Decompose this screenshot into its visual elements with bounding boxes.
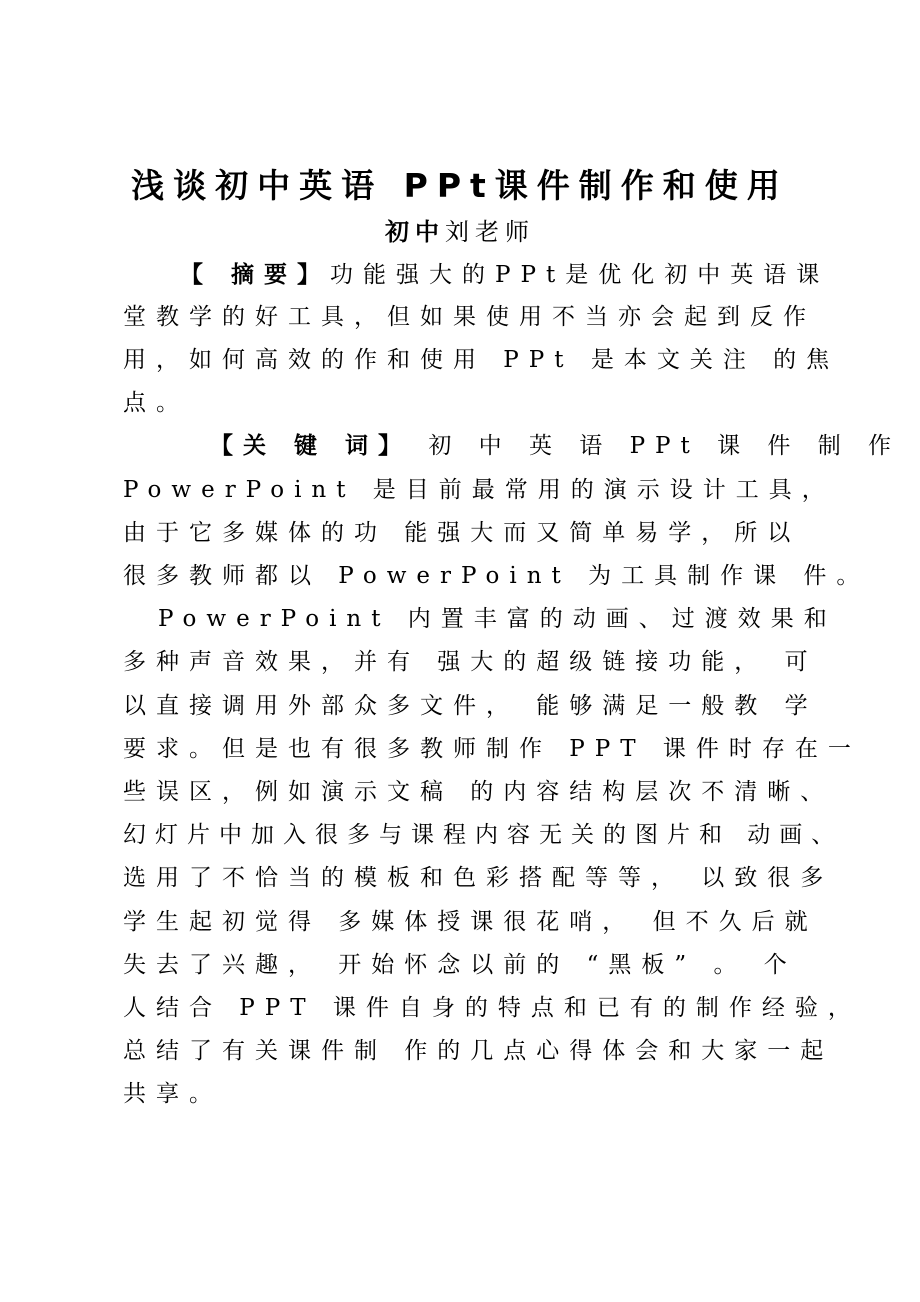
author-line bbox=[0, 212, 920, 252]
body-line-10: 人结合 PPT 课件自身的特点和已有的制作经验， bbox=[123, 995, 861, 1021]
keywords-label: 【关 键 词】 bbox=[210, 433, 412, 459]
abstract-text-1: 功能强大的PPt是优化初中英语课 bbox=[330, 262, 830, 288]
body-line-2: 多种声音效果，并有 强大的超级链接功能， 可 bbox=[123, 649, 818, 675]
document-title: 浅谈初中英语 PPt课件制作和使用 bbox=[131, 166, 789, 205]
body-line-4: 要求。但是也有很多教师制作 PPT 课件时存在一 bbox=[123, 736, 861, 762]
keywords-line-3: 由于它多媒体的功 能强大而又简单易学，所以 bbox=[123, 520, 801, 546]
author-level: 初中 bbox=[385, 218, 445, 246]
author-name: 刘老师 bbox=[445, 218, 535, 246]
body-line-1: PowerPoint 内置丰富的动画、过渡效果和 bbox=[158, 606, 837, 632]
abstract-line-3: 用，如何高效的作和使用 PPt 是本文关注 的焦 bbox=[123, 347, 840, 373]
body-line-6: 幻灯片中加入很多与课程内容无关的图片和 动画、 bbox=[123, 822, 844, 848]
body-line-8: 学生起初觉得 多媒体授课很花哨， 但不久后就 bbox=[123, 909, 818, 935]
body-line-11: 总结了有关课件制 作的几点心得体会和大家一起 bbox=[123, 1038, 834, 1064]
body-line-3: 以直接调用外部众多文件， 能够满足一般教 学 bbox=[123, 693, 818, 719]
abstract-line-4: 点。 bbox=[123, 390, 189, 416]
body-line-9: 失去了兴趣， 开始怀念以前的 “黑板” 。 个 bbox=[123, 952, 797, 978]
body-line-5: 些误区，例如演示文稿 的内容结构层次不清晰、 bbox=[123, 779, 834, 805]
keywords-line-1 bbox=[210, 426, 901, 466]
keywords-line-4: 很多教师都以 PowerPoint 为工具制作课 件。 bbox=[123, 563, 870, 589]
keywords-text-1: 初 中 英 语 PPt 课 件 制 作 bbox=[428, 433, 902, 459]
abstract-label: 【 摘要】 bbox=[180, 262, 331, 288]
keywords-line-2: PowerPoint 是目前最常用的演示设计工具， bbox=[123, 477, 835, 503]
abstract-line-1 bbox=[180, 255, 829, 295]
body-line-12: 共享。 bbox=[123, 1081, 222, 1107]
body-line-7: 选用了不恰当的模板和色彩搭配等等， 以致很多 bbox=[123, 865, 834, 891]
abstract-line-2: 堂教学的好工具，但如果使用不当亦会起到反作 bbox=[123, 304, 816, 330]
